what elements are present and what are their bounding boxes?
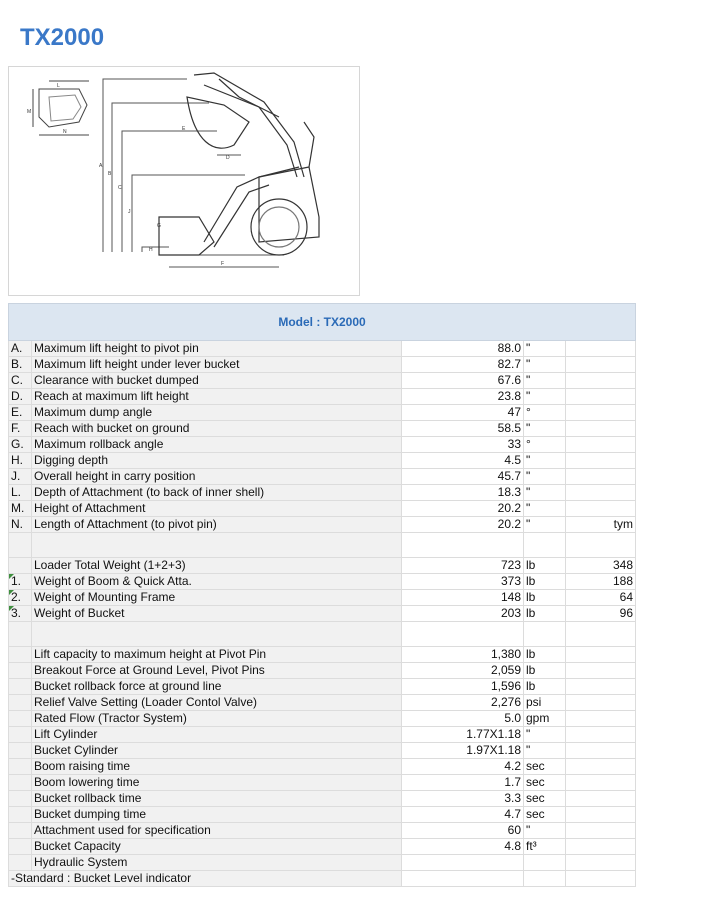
row-unit: " bbox=[524, 501, 566, 517]
row-label: Maximum lift height to pivot pin bbox=[32, 341, 402, 357]
row-value: 45.7 bbox=[402, 469, 524, 485]
standard-note: -Standard : Bucket Level indicator bbox=[9, 871, 402, 887]
row-label: Reach with bucket on ground bbox=[32, 421, 402, 437]
spacer-row bbox=[9, 622, 636, 647]
row-unit: lb bbox=[524, 606, 566, 622]
row-unit: " bbox=[524, 485, 566, 501]
row-unit: sec bbox=[524, 775, 566, 791]
row-extra bbox=[566, 807, 636, 823]
row-label: Weight of Boom & Quick Atta. bbox=[32, 574, 402, 590]
row-label: Boom lowering time bbox=[32, 775, 402, 791]
row-label: Reach at maximum lift height bbox=[32, 389, 402, 405]
spacer-cell bbox=[32, 533, 402, 558]
row-letter bbox=[9, 663, 32, 679]
row-letter bbox=[9, 823, 32, 839]
row-label: Bucket dumping time bbox=[32, 807, 402, 823]
row-extra bbox=[566, 373, 636, 389]
row-label: Relief Valve Setting (Loader Contol Valve) bbox=[32, 695, 402, 711]
table-row bbox=[9, 606, 636, 622]
table-row bbox=[9, 791, 636, 807]
row-unit: ° bbox=[524, 405, 566, 421]
row-letter: D. bbox=[9, 389, 32, 405]
table-row bbox=[9, 590, 636, 606]
row-value: 1,596 bbox=[402, 679, 524, 695]
row-letter bbox=[9, 839, 32, 855]
row-letter: 3. bbox=[9, 606, 32, 622]
table-row bbox=[9, 839, 636, 855]
row-value: 2,276 bbox=[402, 695, 524, 711]
row-unit: psi bbox=[524, 695, 566, 711]
table-row bbox=[9, 469, 636, 485]
table-row bbox=[9, 437, 636, 453]
table-row bbox=[9, 501, 636, 517]
row-label: Boom raising time bbox=[32, 759, 402, 775]
row-unit: sec bbox=[524, 807, 566, 823]
raised-boom bbox=[187, 73, 304, 177]
row-extra bbox=[566, 695, 636, 711]
row-value: 20.2 bbox=[402, 501, 524, 517]
row-extra bbox=[566, 855, 636, 871]
row-extra bbox=[566, 437, 636, 453]
row-letter: F. bbox=[9, 421, 32, 437]
row-value: 4.7 bbox=[402, 807, 524, 823]
row-extra bbox=[566, 453, 636, 469]
row-extra bbox=[566, 501, 636, 517]
table-row bbox=[9, 807, 636, 823]
spacer-cell bbox=[9, 622, 32, 647]
row-extra bbox=[566, 679, 636, 695]
page-title: TX2000 bbox=[20, 24, 105, 51]
row-extra bbox=[566, 791, 636, 807]
row-value: 148 bbox=[402, 590, 524, 606]
table-row bbox=[9, 759, 636, 775]
row-extra: 64 bbox=[566, 590, 636, 606]
row-value: 203 bbox=[402, 606, 524, 622]
row-letter bbox=[9, 743, 32, 759]
row-unit: " bbox=[524, 823, 566, 839]
row-label: Lift capacity to maximum height at Pivot Pin bbox=[32, 647, 402, 663]
row-value: 4.8 bbox=[402, 839, 524, 855]
row-letter bbox=[9, 791, 32, 807]
row-letter: E. bbox=[9, 405, 32, 421]
row-letter: 1. bbox=[9, 574, 32, 590]
row-letter: A. bbox=[9, 341, 32, 357]
spacer-cell bbox=[402, 533, 524, 558]
table-row bbox=[9, 855, 636, 871]
table-row bbox=[9, 574, 636, 590]
row-label: Hydraulic System bbox=[32, 855, 402, 871]
row-label: Bucket Capacity bbox=[32, 839, 402, 855]
row-label: Height of Attachment bbox=[32, 501, 402, 517]
row-extra bbox=[566, 663, 636, 679]
row-unit: ft³ bbox=[524, 839, 566, 855]
row-extra bbox=[566, 405, 636, 421]
row-unit: " bbox=[524, 341, 566, 357]
row-label: Clearance with bucket dumped bbox=[32, 373, 402, 389]
row-letter: H. bbox=[9, 453, 32, 469]
row-value: 1,380 bbox=[402, 647, 524, 663]
row-letter: B. bbox=[9, 357, 32, 373]
spacer-cell bbox=[524, 533, 566, 558]
attachment-inset bbox=[33, 81, 89, 135]
row-value: 4.5 bbox=[402, 453, 524, 469]
row-label: Depth of Attachment (to back of inner shell) bbox=[32, 485, 402, 501]
svg-text:B: B bbox=[108, 171, 112, 177]
row-unit: lb bbox=[524, 647, 566, 663]
row-letter bbox=[9, 759, 32, 775]
table-row bbox=[9, 695, 636, 711]
footer-empty-cell bbox=[524, 871, 566, 887]
row-unit: gpm bbox=[524, 711, 566, 727]
row-label: Bucket Cylinder bbox=[32, 743, 402, 759]
svg-text:M: M bbox=[27, 109, 32, 115]
row-extra bbox=[566, 485, 636, 501]
row-extra bbox=[566, 647, 636, 663]
row-unit: " bbox=[524, 727, 566, 743]
row-extra bbox=[566, 389, 636, 405]
row-unit: sec bbox=[524, 759, 566, 775]
row-unit: ° bbox=[524, 437, 566, 453]
lowered-boom bbox=[159, 167, 299, 255]
row-label: Rated Flow (Tractor System) bbox=[32, 711, 402, 727]
row-letter bbox=[9, 807, 32, 823]
row-extra bbox=[566, 341, 636, 357]
table-header-row bbox=[9, 304, 636, 341]
row-value: 723 bbox=[402, 558, 524, 574]
svg-text:F: F bbox=[221, 261, 225, 267]
table-row bbox=[9, 727, 636, 743]
table-row bbox=[9, 647, 636, 663]
row-letter bbox=[9, 727, 32, 743]
table-row bbox=[9, 453, 636, 469]
row-value: 82.7 bbox=[402, 357, 524, 373]
row-label: Digging depth bbox=[32, 453, 402, 469]
row-letter bbox=[9, 711, 32, 727]
row-letter bbox=[9, 775, 32, 791]
loader-drawing bbox=[9, 67, 359, 295]
row-unit: sec bbox=[524, 791, 566, 807]
svg-text:C: C bbox=[118, 185, 122, 191]
row-unit: lb bbox=[524, 574, 566, 590]
row-label: Weight of Bucket bbox=[32, 606, 402, 622]
spacer-cell bbox=[9, 533, 32, 558]
row-extra bbox=[566, 711, 636, 727]
row-unit: " bbox=[524, 517, 566, 533]
table-row bbox=[9, 823, 636, 839]
row-label: Maximum lift height under lever bucket bbox=[32, 357, 402, 373]
row-unit: lb bbox=[524, 679, 566, 695]
model-header: Model : TX2000 bbox=[9, 304, 636, 341]
row-label: Attachment used for specification bbox=[32, 823, 402, 839]
table-row bbox=[9, 373, 636, 389]
row-value: 1.97X1.18 bbox=[402, 743, 524, 759]
row-label: Bucket rollback time bbox=[32, 791, 402, 807]
row-label: Maximum dump angle bbox=[32, 405, 402, 421]
row-letter bbox=[9, 855, 32, 871]
table-row bbox=[9, 743, 636, 759]
row-extra: tym bbox=[566, 517, 636, 533]
row-unit: " bbox=[524, 469, 566, 485]
row-extra: 348 bbox=[566, 558, 636, 574]
row-extra: 188 bbox=[566, 574, 636, 590]
table-row bbox=[9, 517, 636, 533]
row-letter bbox=[9, 679, 32, 695]
row-letter: G. bbox=[9, 437, 32, 453]
table-row bbox=[9, 679, 636, 695]
row-extra bbox=[566, 759, 636, 775]
row-extra bbox=[566, 727, 636, 743]
row-value: 5.0 bbox=[402, 711, 524, 727]
table-row bbox=[9, 663, 636, 679]
svg-text:A: A bbox=[99, 163, 103, 169]
table-row bbox=[9, 485, 636, 501]
row-letter: L. bbox=[9, 485, 32, 501]
spacer-cell bbox=[402, 622, 524, 647]
table-row bbox=[9, 775, 636, 791]
row-label: Loader Total Weight (1+2+3) bbox=[32, 558, 402, 574]
row-unit: " bbox=[524, 453, 566, 469]
row-letter bbox=[9, 695, 32, 711]
row-value: 2,059 bbox=[402, 663, 524, 679]
loader-dimension-diagram bbox=[8, 66, 360, 296]
row-unit: lb bbox=[524, 590, 566, 606]
row-extra bbox=[566, 775, 636, 791]
table-row bbox=[9, 421, 636, 437]
row-extra bbox=[566, 357, 636, 373]
row-label: Weight of Mounting Frame bbox=[32, 590, 402, 606]
row-value: 67.6 bbox=[402, 373, 524, 389]
row-extra bbox=[566, 743, 636, 759]
row-unit: " bbox=[524, 357, 566, 373]
spacer-cell bbox=[566, 533, 636, 558]
svg-text:D: D bbox=[226, 155, 230, 161]
row-label: Bucket rollback force at ground line bbox=[32, 679, 402, 695]
row-letter bbox=[9, 558, 32, 574]
spacer-cell bbox=[566, 622, 636, 647]
table-row bbox=[9, 341, 636, 357]
row-letter bbox=[9, 647, 32, 663]
row-unit bbox=[524, 855, 566, 871]
row-unit: lb bbox=[524, 558, 566, 574]
table-row bbox=[9, 405, 636, 421]
row-label: Overall height in carry position bbox=[32, 469, 402, 485]
table-row bbox=[9, 389, 636, 405]
dimension-lines bbox=[103, 79, 284, 267]
row-unit: " bbox=[524, 743, 566, 759]
footer-row bbox=[9, 871, 636, 887]
row-label: Breakout Force at Ground Level, Pivot Pins bbox=[32, 663, 402, 679]
row-unit: " bbox=[524, 421, 566, 437]
row-letter: C. bbox=[9, 373, 32, 389]
svg-text:H: H bbox=[149, 247, 153, 253]
row-extra bbox=[566, 839, 636, 855]
svg-text:N: N bbox=[63, 129, 67, 135]
row-unit: " bbox=[524, 389, 566, 405]
row-value: 20.2 bbox=[402, 517, 524, 533]
svg-text:E: E bbox=[182, 126, 186, 132]
table-row bbox=[9, 357, 636, 373]
row-value: 1.7 bbox=[402, 775, 524, 791]
row-extra bbox=[566, 421, 636, 437]
svg-text:L: L bbox=[57, 83, 60, 89]
row-value: 23.8 bbox=[402, 389, 524, 405]
row-label: Maximum rollback angle bbox=[32, 437, 402, 453]
row-value: 58.5 bbox=[402, 421, 524, 437]
row-value: 4.2 bbox=[402, 759, 524, 775]
spacer-cell bbox=[32, 622, 402, 647]
row-value bbox=[402, 855, 524, 871]
row-unit: " bbox=[524, 373, 566, 389]
row-unit: lb bbox=[524, 663, 566, 679]
spacer-row bbox=[9, 533, 636, 558]
row-value: 18.3 bbox=[402, 485, 524, 501]
footer-empty-cell bbox=[402, 871, 524, 887]
svg-text:J: J bbox=[128, 209, 131, 215]
table-row bbox=[9, 558, 636, 574]
row-value: 33 bbox=[402, 437, 524, 453]
row-letter: M. bbox=[9, 501, 32, 517]
row-label: Lift Cylinder bbox=[32, 727, 402, 743]
row-extra bbox=[566, 469, 636, 485]
spacer-cell bbox=[524, 622, 566, 647]
row-letter: J. bbox=[9, 469, 32, 485]
row-value: 60 bbox=[402, 823, 524, 839]
row-value: 3.3 bbox=[402, 791, 524, 807]
svg-text:G: G bbox=[157, 223, 161, 229]
row-extra bbox=[566, 823, 636, 839]
footer-empty-cell bbox=[566, 871, 636, 887]
row-value: 1.77X1.18 bbox=[402, 727, 524, 743]
row-value: 373 bbox=[402, 574, 524, 590]
row-extra: 96 bbox=[566, 606, 636, 622]
row-label: Length of Attachment (to pivot pin) bbox=[32, 517, 402, 533]
row-value: 47 bbox=[402, 405, 524, 421]
row-letter: N. bbox=[9, 517, 32, 533]
row-value: 88.0 bbox=[402, 341, 524, 357]
table-row bbox=[9, 711, 636, 727]
spec-table bbox=[8, 303, 636, 887]
row-letter: 2. bbox=[9, 590, 32, 606]
